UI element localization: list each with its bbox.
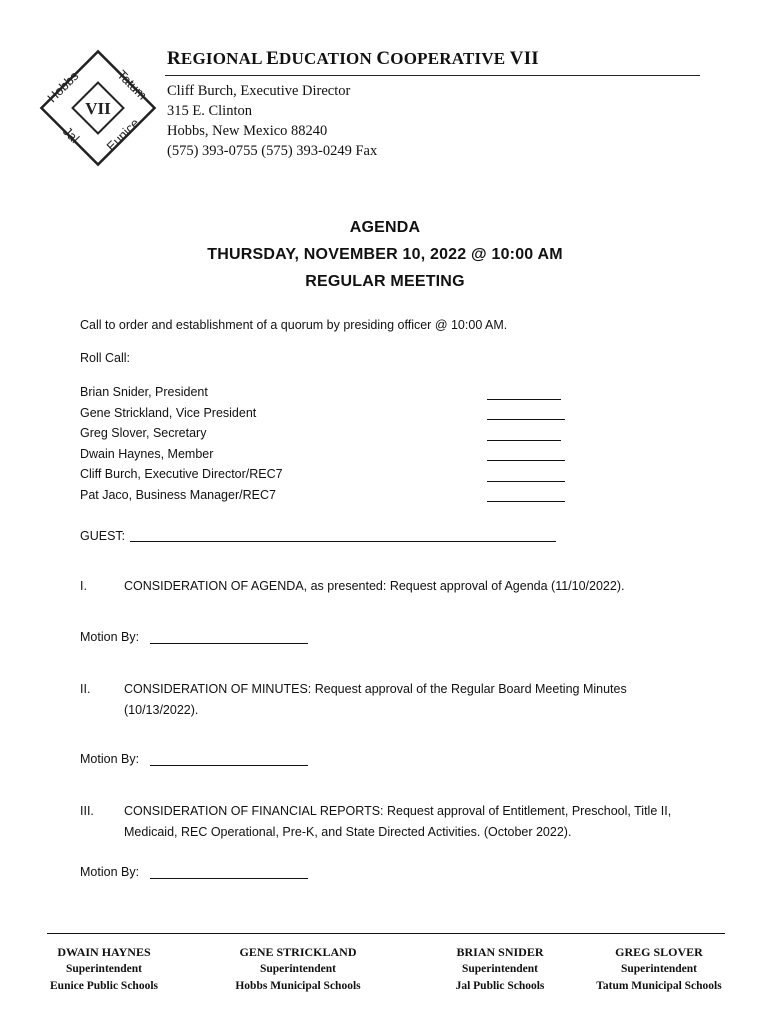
item-text: CONSIDERATION OF MINUTES: Request approval of the Regular Board Meeting Minutes (10/13/2022). [124,682,627,717]
footer-member-snider [430,944,570,995]
footer-name: GENE STRICKLAND [239,945,357,959]
rec-logo [36,46,160,170]
roll-member: Gene Strickland, Vice President [80,405,257,420]
roll-call-list [80,382,283,505]
call-to-order: Call to order and establishment of a quorum by presiding officer @ 10:00 AM. [80,318,508,332]
logo-hobbs: Hobbs [44,68,82,106]
motion-blank-line [150,878,308,879]
footer-role: Superintendent [65,963,143,975]
footer-org: Tatum Municipal Schools [596,980,722,992]
meeting-type-title: REGULAR MEETING [305,273,465,290]
address-line-phone: (575) 393-0755 (575) 393-0249 Fax [167,143,378,159]
guest-label: GUEST: [80,529,126,543]
item-number: II. [80,682,91,696]
org-name: REGIONAL EDUCATION COOPERATIVE VII [167,48,539,69]
footer-org: Eunice Public Schools [50,980,158,992]
guest-blank-line [130,541,556,542]
roll-signature-line [487,501,565,502]
roll-signature-line [487,440,561,441]
footer-org: Jal Public Schools [455,980,545,992]
roll-call-label: Roll Call: [80,351,131,365]
motion-blank-line [150,765,308,766]
logo-center-text: VII [85,99,111,118]
roll-signature-line [487,481,565,482]
roll-member: Greg Slover, Secretary [80,426,207,440]
roll-member: Cliff Burch, Executive Director/REC7 [80,467,283,481]
item-number: III. [80,804,94,818]
footer-member-strickland [218,944,378,995]
roll-signature-line [487,419,565,420]
address-line-director: Cliff Burch, Executive Director [167,83,351,99]
item-text: CONSIDERATION OF AGENDA, as presented: Request approval of Agenda (11/10/2022). [124,579,625,593]
footer-name: GREG SLOVER [615,945,703,959]
logo-eunice: Eunice [103,115,143,155]
agenda-title: AGENDA [349,219,421,236]
footer-org: Hobbs Municipal Schools [235,980,361,992]
motion-label: Motion By: [80,865,140,879]
footer-role: Superintendent [461,963,539,975]
logo-jal: Jal [60,123,83,146]
footer-role: Superintendent [620,963,698,975]
header-rule [165,75,700,76]
roll-member: Dwain Haynes, Member [80,446,214,461]
footer-rule [47,933,725,934]
roll-signature-line [487,399,561,400]
roll-signature-line [487,460,565,461]
footer-role: Superintendent [259,963,337,975]
item-number: I. [80,579,87,593]
guest-field [80,526,125,547]
logo-tatum: Tatum [114,66,151,103]
meeting-date-title: THURSDAY, NOVEMBER 10, 2022 @ 10:00 AM [207,246,563,263]
motion-label: Motion By: [80,630,140,644]
footer-name: BRIAN SNIDER [456,945,544,959]
footer-member-haynes [34,944,174,995]
motion-blank-line [150,643,308,644]
footer-member-slover [584,944,734,995]
item-text: CONSIDERATION OF FINANCIAL REPORTS: Request approval of Entitlement, Preschool, Title II, Medicaid, REC Operational, Pre-K, and State Directed Activities. (October 2022). [124,804,672,839]
address-line-city: Hobbs, New Mexico 88240 [167,123,328,139]
roll-member: Brian Snider, President [80,385,208,399]
address-line-street: 315 E. Clinton [167,103,252,119]
roll-member: Pat Jaco, Business Manager/REC7 [80,487,276,502]
motion-label: Motion By: [80,752,140,766]
footer-name: DWAIN HAYNES [57,945,151,959]
